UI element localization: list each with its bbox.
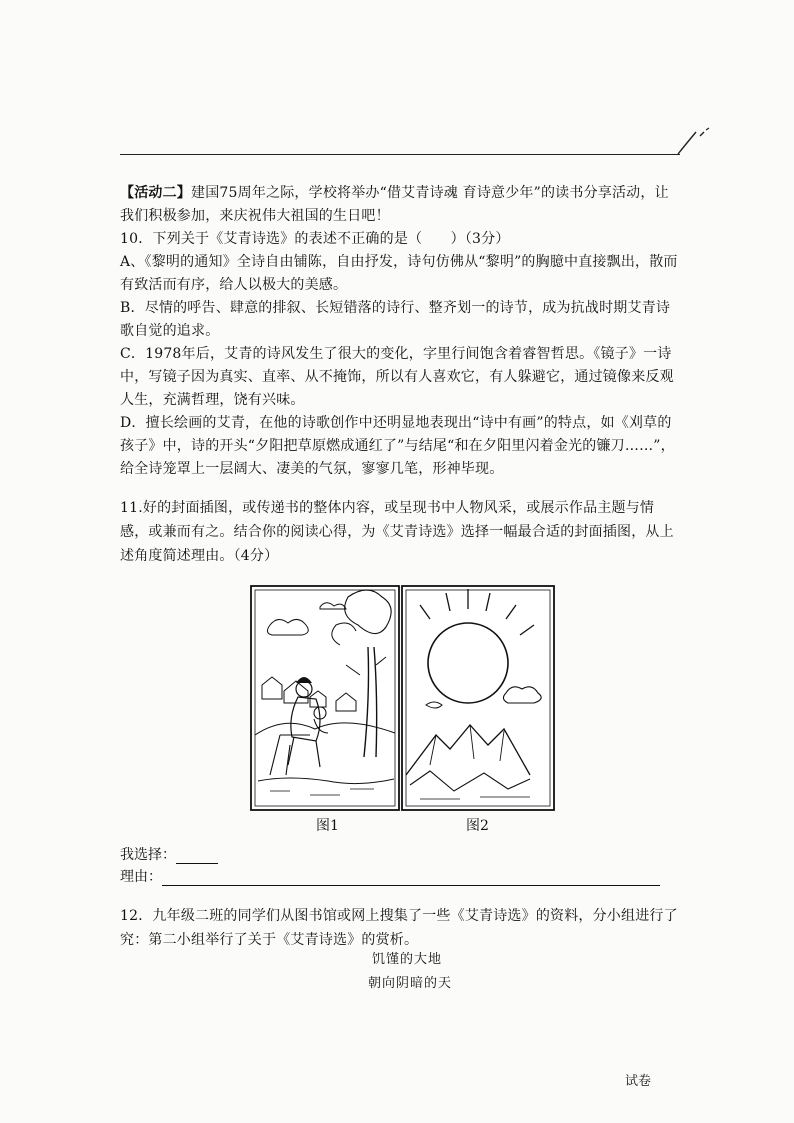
activity-intro: 【活动二】建国75周年之际，学校将举办“借艾青诗魂 育诗意少年”的读书分享活动，让我们积极参加，来庆祝伟大祖国的生日吧！ — [120, 185, 669, 224]
q10-stem: 10．下列关于《艾青诗选》的表述不正确的是（ ）（3分） — [120, 231, 510, 247]
header-rule — [120, 154, 680, 155]
footer-label: 试卷 — [625, 1074, 652, 1089]
q10-option-a: A、《黎明的通知》全诗自由铺陈，自由抒发，诗句仿佛从“黎明”的胸臆中直接飘出，散而有致活而有序，给人以极大的美感。 — [120, 254, 678, 293]
q11-section — [120, 496, 680, 568]
corner-scribble-icon — [676, 126, 716, 156]
q10-option-b: B．尽情的呼告、肆意的排叙、长短错落的诗行、整齐划一的诗节，成为抗战时期艾青诗歌自觉的追求。 — [120, 300, 671, 339]
q10-option-c: C．1978年后，艾青的诗风发生了很大的变化，字里行间饱含着睿智哲思。《镜子》一诗中，写镜子因为真实、直率、从不掩饰，所以有人喜欢它，有人躲避它，通过镜像来反观人生，充满哲理，饶有兴味。 — [120, 346, 674, 408]
figure-2-sun-mountains — [402, 586, 554, 810]
choice-row — [120, 844, 218, 864]
reason-blank[interactable] — [162, 871, 660, 886]
figure-1-mother-child — [251, 586, 399, 810]
q12-stem: 12．九年级二班的同学们从图书馆或网上搜集了一些《艾青诗选》的资料，分小组进行了究：第二小组举行了关于《艾青诗选》的赏析。 — [120, 908, 678, 948]
q10-option-d: D．擅长绘画的艾青，在他的诗歌创作中还明显地表现出“诗中有画”的特点，如《刈草的孩子》中，诗的开头“夕阳把草原燃成通红了”与结尾“和在夕阳里闪着金光的镰刀……”，给全诗笼罩上一层阔大、凄美的气氛，寥寥几笔，形神毕现。 — [120, 415, 675, 477]
choice-blank[interactable] — [176, 849, 218, 864]
cover-illustrations — [250, 585, 556, 811]
reason-label: 理由： — [120, 869, 162, 885]
poem-line-2: 朝向阴暗的天 — [368, 976, 453, 991]
q12-section — [120, 904, 680, 952]
poem-line-1: 饥馑的大地 — [372, 952, 443, 967]
choice-label: 我选择： — [120, 847, 176, 863]
activity-label: 【活动二】 — [120, 185, 191, 201]
q11-stem: 11.好的封面插图，或传递书的整体内容，或呈现书中人物风采，或展示作品主题与情感，或兼而有之。结合你的阅读心得，为《艾青诗选》选择一幅最合适的封面插图，从上述角度简述理由。（4分） — [120, 500, 674, 564]
figure-1-caption: 图1 — [316, 818, 339, 834]
figure-2-caption: 图2 — [466, 818, 489, 834]
activity-section — [120, 182, 680, 481]
reason-row — [120, 866, 660, 886]
